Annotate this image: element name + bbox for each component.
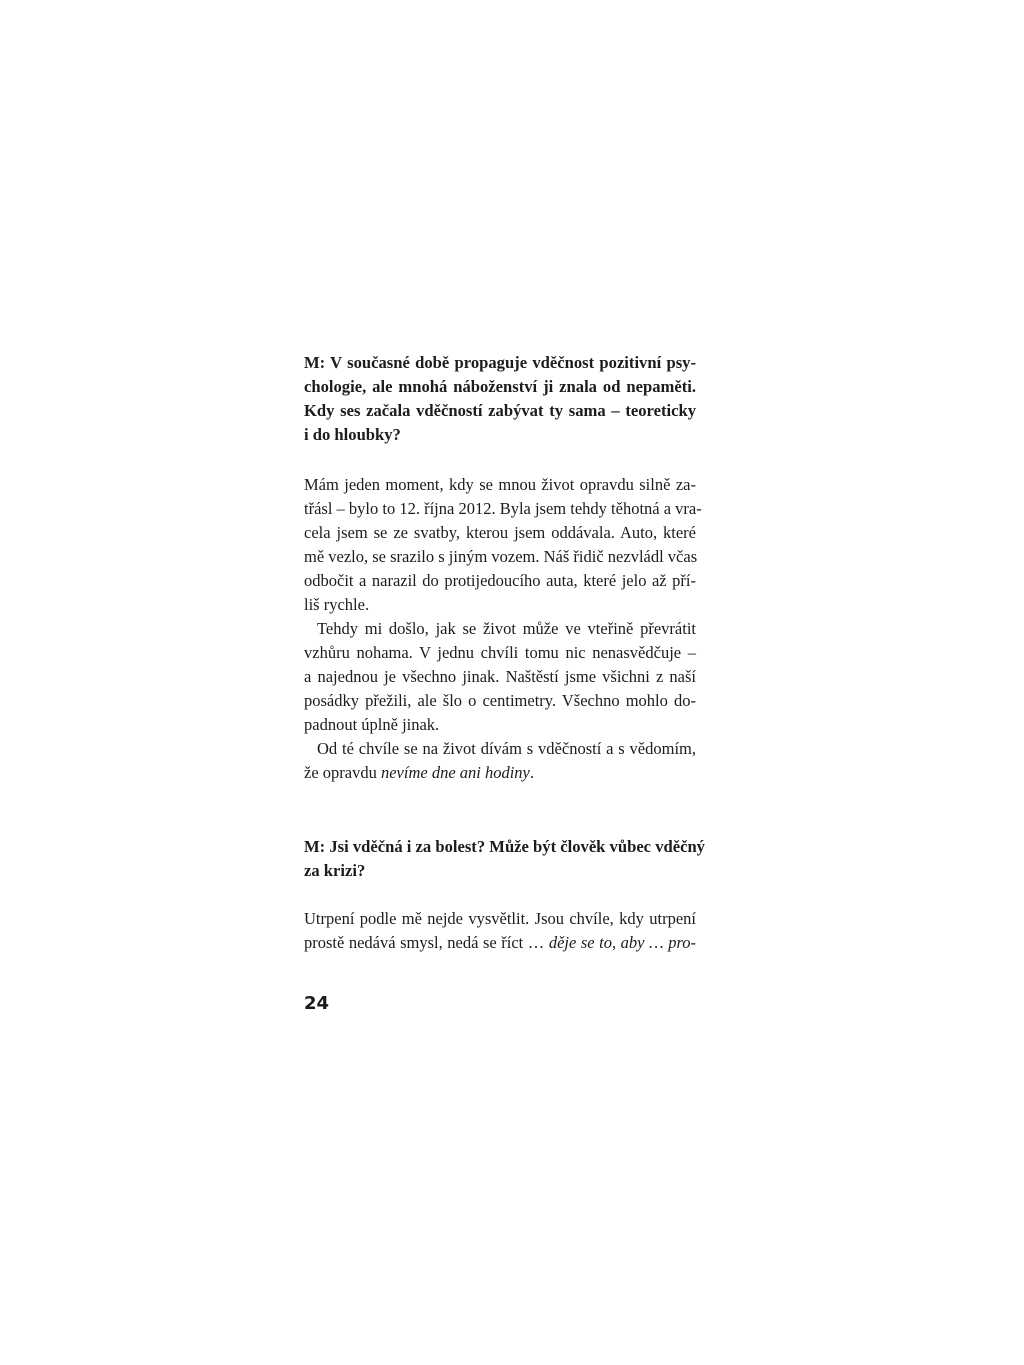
interview-question-1 bbox=[304, 351, 696, 447]
italic-phrase: nevíme dne ani hodiny bbox=[380, 763, 530, 782]
answer-line: vzhůru nohama. V jednu chvíli tomu nic nenasvědčuje – bbox=[304, 643, 696, 662]
answer-line: Utrpení podle mě nejde vysvětlit. Jsou chvíle, kdy utrpení bbox=[304, 909, 696, 928]
answer-line: cela jsem se ze svatby, kterou jsem oddávala. Auto, které bbox=[304, 523, 696, 542]
interview-answer-1 bbox=[304, 473, 702, 785]
answer-paragraph bbox=[304, 473, 702, 617]
answer-line: Mám jeden moment, kdy se mnou život opravdu silně za- bbox=[304, 475, 696, 494]
answer-text: že opravdu bbox=[304, 763, 381, 782]
answer-line: Tehdy mi došlo, jak se život může ve vteřině převrátit bbox=[317, 619, 696, 638]
answer-line: odbočit a narazil do protijedoucího auta, které jelo až pří- bbox=[304, 571, 696, 590]
answer-line: padnout úplně jinak. bbox=[304, 715, 440, 734]
answer-line: liš rychle. bbox=[304, 595, 370, 614]
question-line: M: Jsi vděčná i za bolest? Může být člověk vůbec vděčný bbox=[304, 837, 705, 856]
answer-text: prostě nedává smysl, nedá se říct … bbox=[304, 933, 549, 952]
answer-line: mě vezlo, se srazilo s jiným vozem. Náš řidič nezvládl včas bbox=[304, 547, 698, 566]
question-line: i do hloubky? bbox=[304, 425, 401, 444]
question-line: chologie, ale mnohá náboženství ji znala od nepaměti. bbox=[304, 377, 696, 396]
answer-line: posádky přežili, ale šlo o centimetry. Všechno mohlo do- bbox=[304, 691, 696, 710]
answer-line: Od té chvíle se na život dívám s vděčností a s vědomím, bbox=[317, 739, 696, 758]
answer-line: třásl – bylo to 12. října 2012. Byla jsem tehdy těhotná a vra- bbox=[304, 499, 702, 518]
interview-question-2 bbox=[304, 835, 705, 883]
question-line: M: V současné době propaguje vděčnost pozitivní psy- bbox=[304, 353, 696, 372]
answer-paragraph bbox=[304, 737, 696, 785]
answer-line bbox=[304, 761, 696, 785]
question-line: Kdy ses začala vděčností zabývat ty sama – teoreticky bbox=[304, 401, 696, 420]
question-line: za krizi? bbox=[304, 861, 366, 880]
answer-text: . bbox=[529, 763, 535, 782]
answer-line: a najednou je všechno jinak. Naštěstí jsme všichni z naší bbox=[304, 667, 696, 686]
answer-paragraph bbox=[304, 617, 696, 737]
answer-line bbox=[304, 931, 696, 955]
page-number: 24 bbox=[304, 993, 330, 1014]
italic-phrase: děje se to, aby … pro- bbox=[548, 933, 697, 952]
interview-answer-2 bbox=[304, 907, 696, 955]
